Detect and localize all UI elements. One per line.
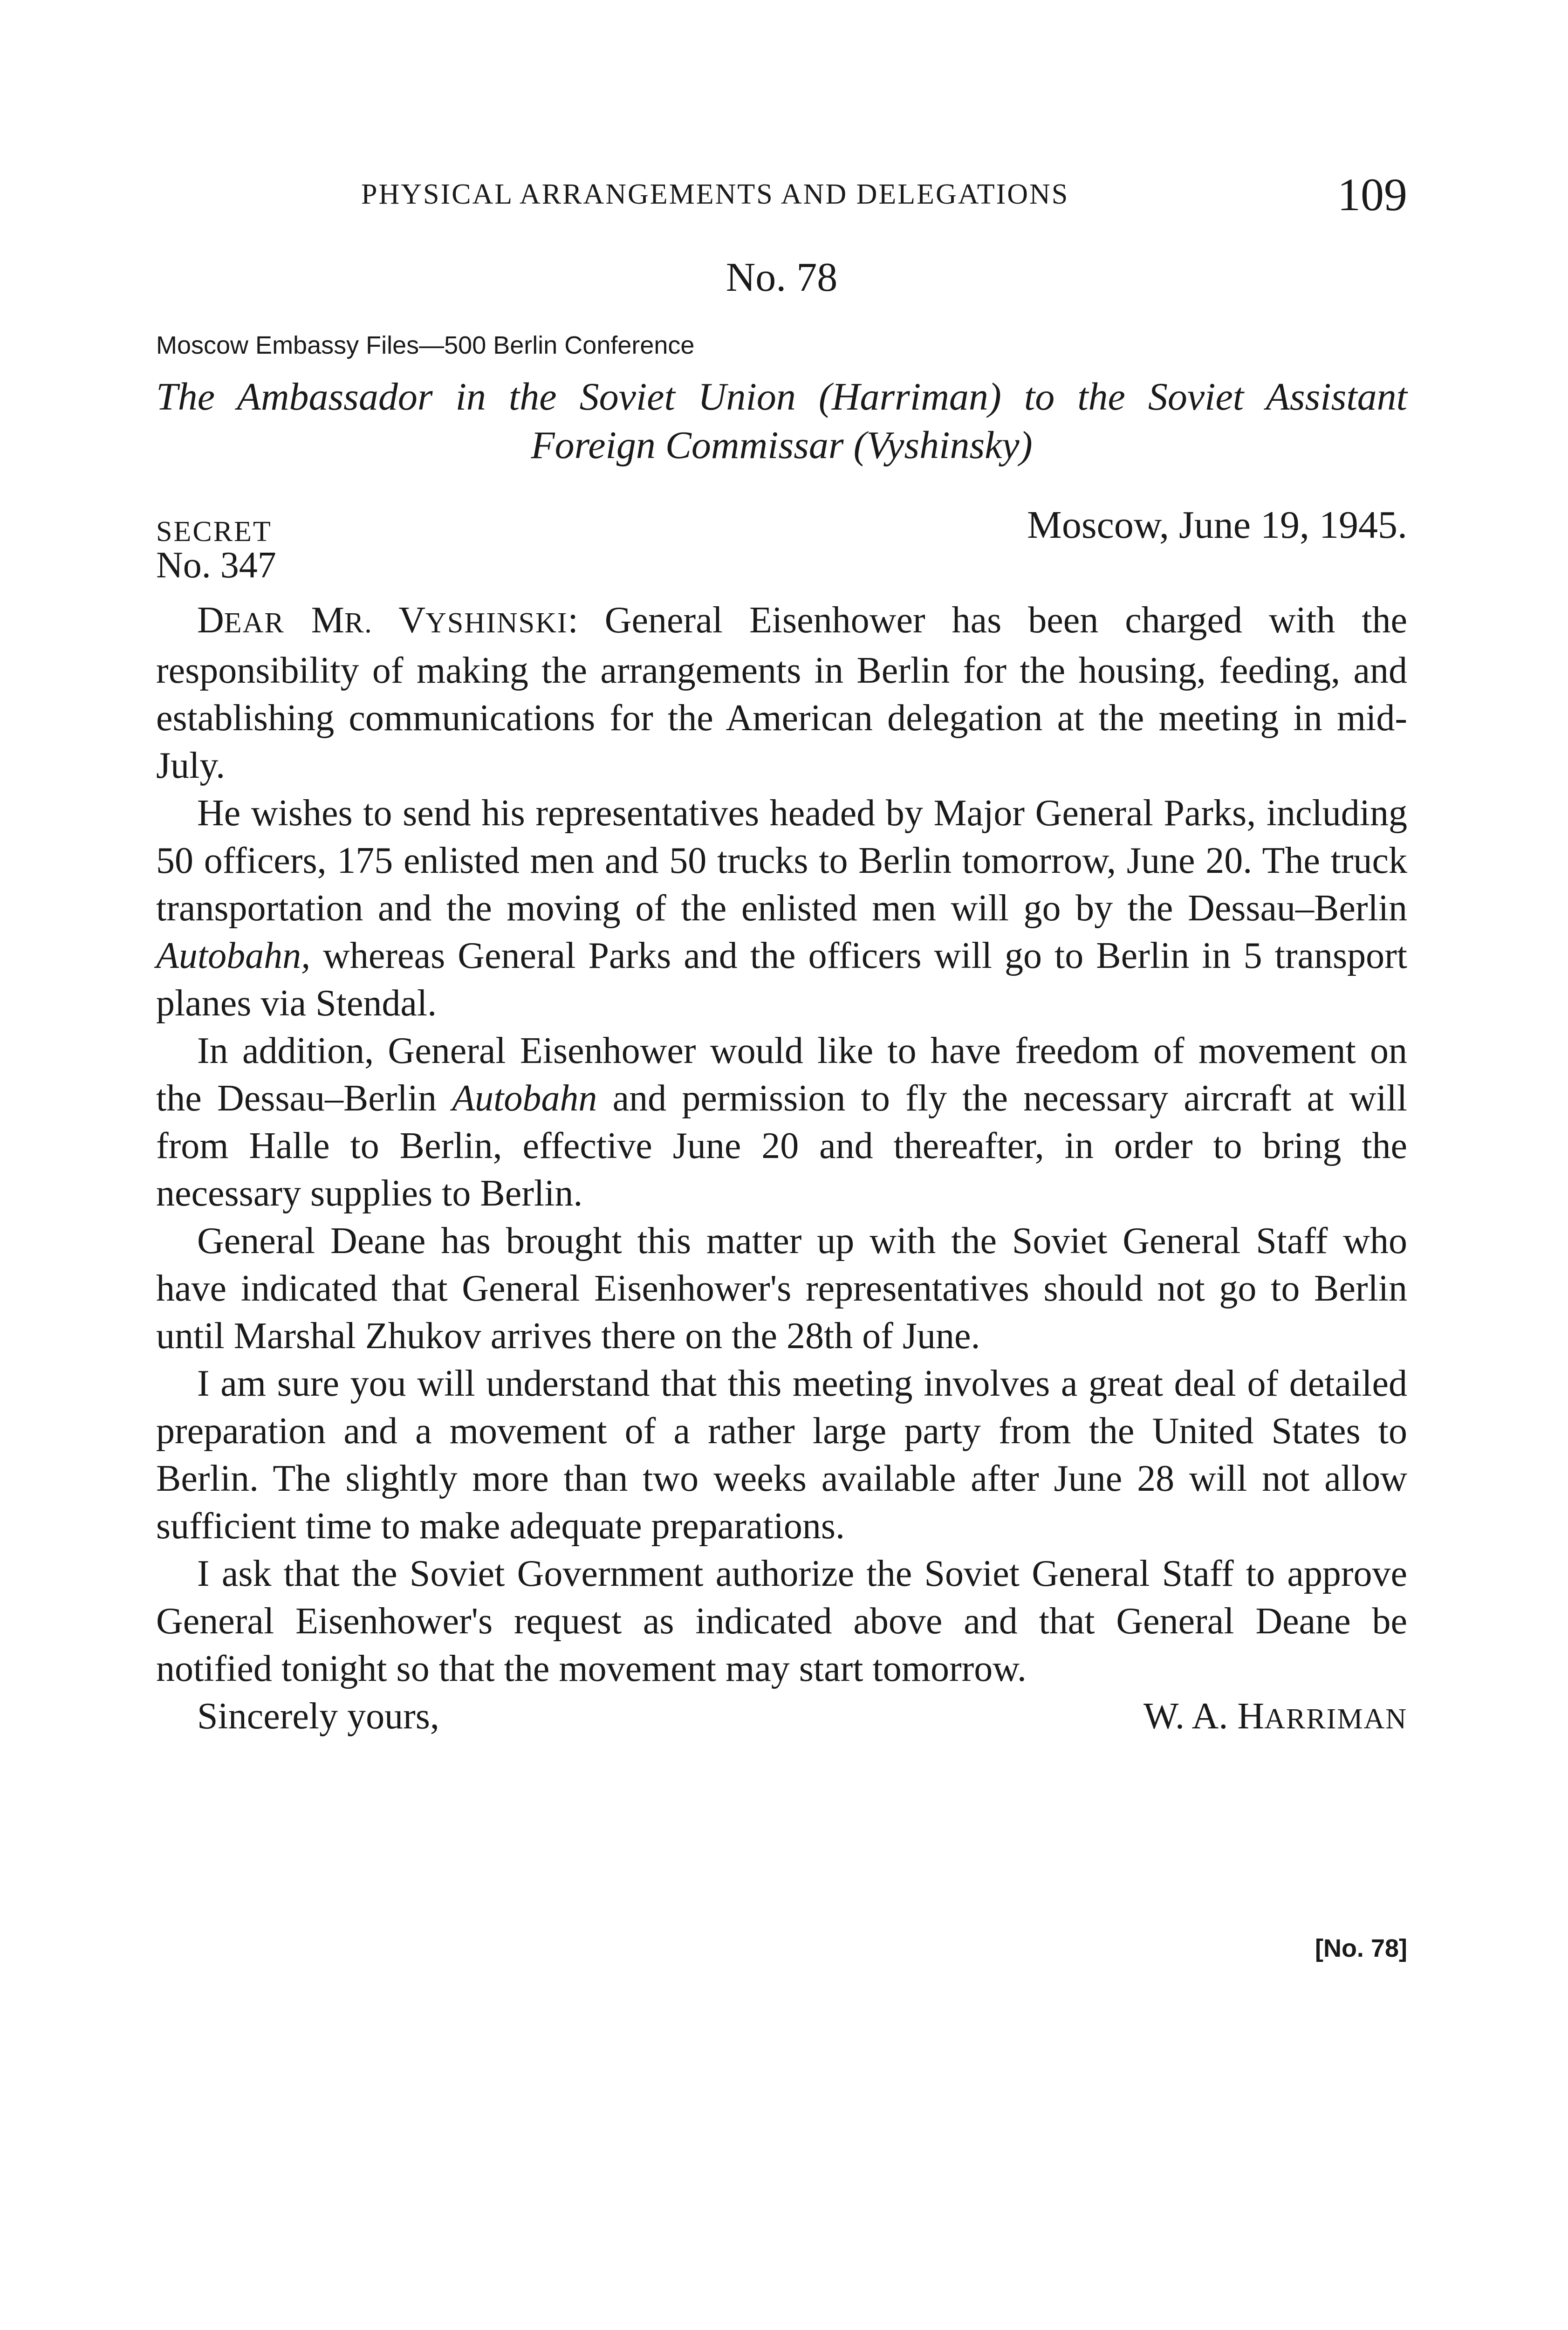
- paragraph-3: In addition, General Eisenhower would like to have freedom of movement on the Dessau–Berlin Autobahn and permission to fly the necessary aircraft at will from Halle to Berlin, effective June 20 and thereafter, in order to bring the necessary supplies to Berlin.: [156, 1030, 1408, 1214]
- document-page: [156, 0, 1407, 2330]
- paragraph-6: I ask that the Soviet Government authorize the Soviet General Staff to approve General Eisenhower's request as indicated above and that General Deane be notified tonight so that the movement may start tomorrow.: [156, 1553, 1407, 1689]
- signature: W. A. HARRIMAN: [1143, 1696, 1407, 1737]
- heading-line-1: The Ambassador in the Soviet Union (Harriman) to the Soviet Assistant: [156, 375, 1407, 418]
- serial-number: No. 347: [156, 545, 276, 586]
- running-header: [156, 168, 1407, 219]
- heading-line-2: Foreign Commissar (Vyshinsky): [531, 424, 1033, 467]
- running-title: PHYSICAL ARRANGEMENTS AND DELEGATIONS: [361, 178, 1069, 210]
- paragraph-5: I am sure you will understand that this meeting involves a great deal of detailed preparation and a movement of a rather large party from the United States to Berlin. The slightly more than two weeks available after June 28 will not allow sufficient time to make adequate preparations.: [156, 1363, 1407, 1547]
- document-tag: [No. 78]: [1315, 1934, 1407, 1962]
- paragraph-2: He wishes to send his representatives headed by Major General Parks, including 50 officers, 175 enlisted men and 50 trucks to Berlin tomorrow, June 20. The truck transportation and the moving of the enlisted men will go by the Dessau–Berlin Autobahn, whereas General Parks and the officers will go to Berlin in 5 transport planes via Stendal.: [156, 793, 1407, 1024]
- paragraph-1-text: General Eisenhower has been charged with the responsibility of making the arrangements in Berlin for the housing, feeding, and establishing communications for the American delegation at the meeting in mid-July.: [156, 600, 1408, 786]
- place-date: Moscow, June 19, 1945.: [1027, 503, 1407, 547]
- page-number: 109: [1337, 169, 1407, 220]
- document-number: No. 78: [726, 255, 838, 300]
- closing: Sincerely yours,: [197, 1696, 439, 1737]
- source-citation: Moscow Embassy Files—500 Berlin Conference: [156, 331, 695, 359]
- classification-label: SECRET: [156, 516, 272, 548]
- salutation: DEAR MR. VYSHINSKI:: [197, 600, 578, 641]
- closing-row: [156, 1693, 1407, 1740]
- letter-body: [156, 596, 1407, 1740]
- meta-row: [156, 502, 1407, 554]
- paragraph-4: General Deane has brought this matter up with the Soviet General Staff who have indicated that General Eisenhower's representatives should not go to Berlin until Marshal Zhukov arrives there on the 28th of June.: [156, 1220, 1407, 1357]
- paragraph-1: [156, 596, 1407, 789]
- document-heading: [156, 373, 1407, 470]
